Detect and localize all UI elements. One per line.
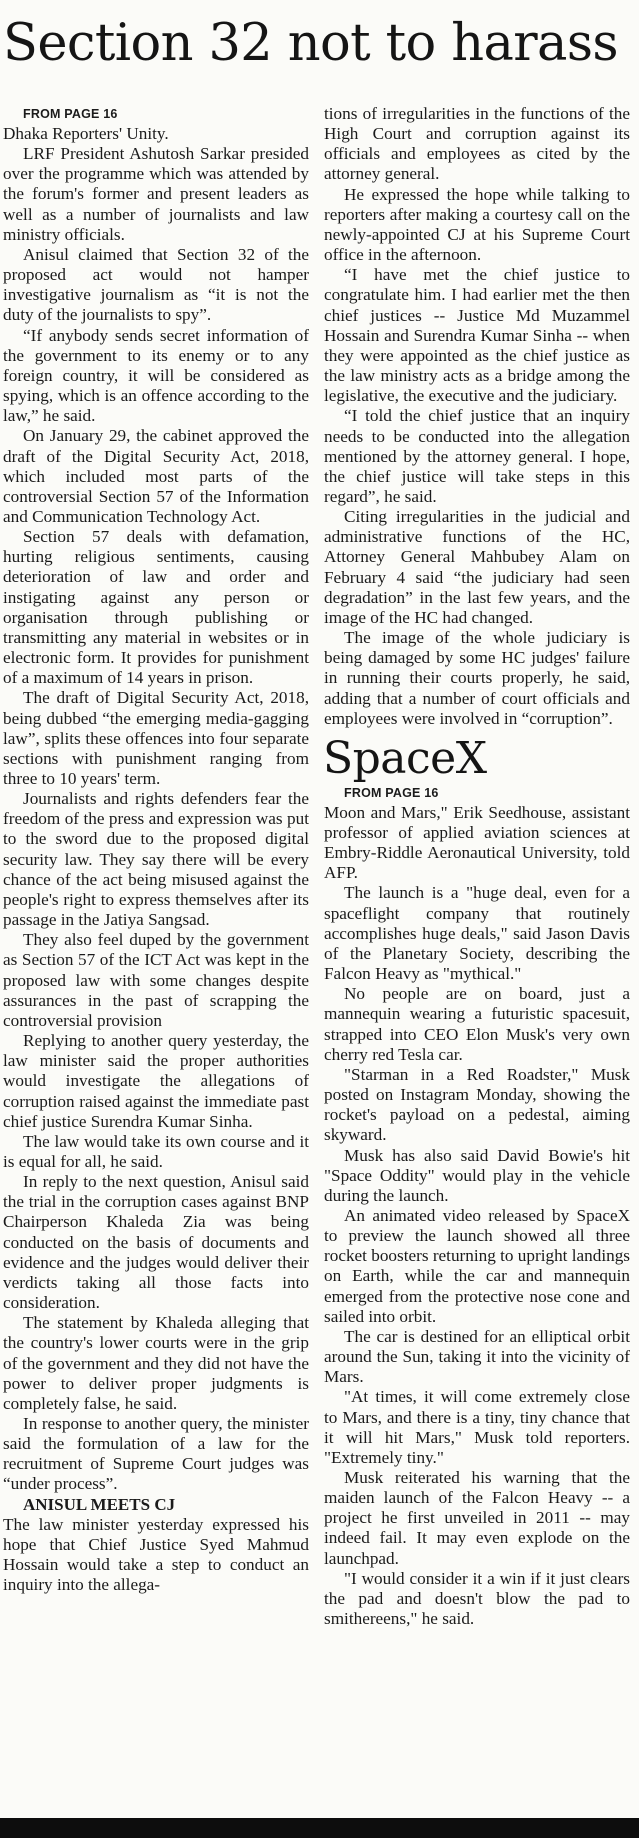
article-paragraph: "At times, it will come extremely close to Mars, and there is a tiny, tiny chance that it will hit Mars," Musk told reporters. "Extremely tiny." [324,1387,630,1467]
subheading: ANISUL MEETS CJ [23,1494,176,1514]
right-column [324,104,630,1629]
article-paragraph: tions of irregularities in the functions of the High Court and corruption against its officials and employees as cited by the attorney general. [324,104,630,184]
article-paragraph: "Starman in a Red Roadster," Musk posted on Instagram Monday, showing the rocket's payload on a pedestal, aiming skyward. [324,1064,630,1145]
article-paragraph: Journalists and rights defenders fear the freedom of the press and expression was put to the sword due to the proposed digital security law. They say there will be every chance of the act being misused against the people's right to express themselves after its passage in the Jatiya Sangsad. [3,789,309,930]
article-paragraph: The launch is a "huge deal, even for a spaceflight company that routinely accomplishes huge deals," said Jason Davis of the Planetary Society, describing the Falcon Heavy as "mythical." [324,883,630,984]
article-paragraph: "I would consider it a win if it just clears the pad and doesn't blow the pad to smithereens," he said. [324,1568,630,1629]
continued-from-label: FROM PAGE 16 [23,107,118,121]
article-paragraph: “If anybody sends secret information of the government to its enemy or to any foreign country, it will be considered as spying, which is an offence according to the law,” he said. [3,325,309,426]
article-paragraph: They also feel duped by the government as Section 57 of the ICT Act was kept in the proposed law with some changes despite assurances in the past of scrapping the controversial provision [3,930,309,1030]
bottom-edge-bar [0,1818,639,1838]
article-paragraph: The law would take its own course and it is equal for all, he said. [3,1131,309,1171]
article-paragraph: In reply to the next question, Anisul said the trial in the corruption cases against BNP Chairperson Khaleda Zia was being conducted on the basis of documents and evidence and the judges would deliver their verdicts taking all those facts into consideration. [3,1172,309,1313]
continued-from-label: FROM PAGE 16 [344,785,439,800]
article-paragraph: The car is destined for an elliptical orbit around the Sun, taking it into the vicinity of Mars. [324,1326,630,1387]
article-paragraph: “I have met the chief justice to congratulate him. I had earlier met the then chief justices -- Justice Md Muzammel Hossain and Surendra Kumar Sinha -- when they were appointed as the chief justice as the law ministry acts as a bridge among the legislative, the executive and the judiciary. [324,265,630,406]
article-paragraph: Replying to another query yesterday, the law minister said the proper authorities would investigate the allegations of corruption raised against the immediate past chief justice Surendra Kumar Sinha. [3,1031,309,1131]
article-paragraph: No people are on board, just a mannequin wearing a futuristic spacesuit, strapped into CEO Elon Musk's very own cherry red Tesla car. [324,984,630,1064]
article-paragraph: The law minister yesterday expressed his hope that Chief Justice Syed Mahmud Hossain would take a step to conduct an inquiry into the allega- [3,1514,309,1595]
left-column [3,104,309,1595]
article-paragraph: The image of the whole judiciary is being damaged by some HC judges' failure in running their courts properly, he said, adding that a number of court officials and employees were involved in “corruption”. [324,628,630,728]
spacex-title: SpaceX [323,732,487,784]
article-paragraph: Moon and Mars," Erik Seedhouse, assistant professor of applied aviation sciences at Embry-Riddle Aeronautical University, told AFP. [324,802,630,883]
article-paragraph: On January 29, the cabinet approved the draft of the Digital Security Act, 2018, which included most parts of the controversial Section 57 of the Information and Communication Technology Act. [3,426,309,526]
article-paragraph: “I told the chief justice that an inquiry needs to be conducted into the allegation mentioned by the attorney general. I hope, the chief justice will take steps in this regard”, he said. [324,406,630,506]
headline: Section 32 not to harass [3,14,619,73]
article-paragraph: He expressed the hope while talking to reporters after making a courtesy call on the newly-appointed CJ at his Supreme Court office in the afternoon. [324,184,630,265]
article-paragraph: The draft of Digital Security Act, 2018, being dubbed “the emerging media-gagging law”, splits these offences into four separate sections with punishment ranging from three to 10 years' term. [3,688,309,788]
article-paragraph: LRF President Ashutosh Sarkar presided over the programme which was attended by the forum's former and present leaders as well as a number of journalists and law ministry officials. [3,144,309,244]
article-paragraph: In response to another query, the minister said the formulation of a law for the recruitment of Supreme Court judges was “under process”. [3,1414,309,1494]
article-paragraph: Musk has also said David Bowie's hit "Space Oddity" would play in the vehicle during the launch. [324,1145,630,1205]
article-paragraph: The statement by Khaleda alleging that the country's lower courts were in the grip of the government and they did not have the power to deliver proper judgments is completely false, he said. [3,1313,309,1413]
article-paragraph: Section 57 deals with defamation, hurting religious sentiments, causing deterioration of law and order and instigating against any person or organisation through publishing or transmitting any material in websites or in electronic form. It provides for punishment of a maximum of 14 years in prison. [3,527,309,688]
article-paragraph: Citing irregularities in the judicial and administrative functions of the HC, Attorney General Mahbubey Alam on February 4 said “the judiciary had seen degradation” in the last few years, and the image of the HC had changed. [324,507,630,627]
article-paragraph: Anisul claimed that Section 32 of the proposed act would not hamper investigative journalism as “it is not the duty of the journalists to spy”. [3,244,309,325]
article-paragraph: An animated video released by SpaceX to preview the launch showed all three rocket boosters returning to upright landings on Earth, while the car and mannequin emerged from the protective nose cone and sailed into orbit. [324,1205,630,1326]
article-paragraph: Dhaka Reporters' Unity. [3,124,169,143]
article-paragraph: Musk reiterated his warning that the maiden launch of the Falcon Heavy -- a project he first unveiled in 2011 -- may indeed fail. It may even explode on the launchpad. [324,1468,630,1568]
